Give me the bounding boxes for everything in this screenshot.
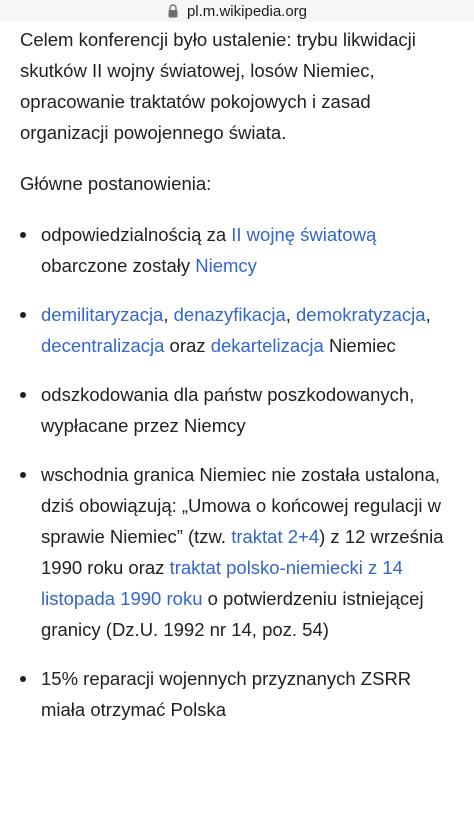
item-text: , [163,304,174,325]
item-text: 15% reparacji wojennych przyznanych ZSRR miała otrzymać Polska [41,668,412,720]
item-text: oraz [164,335,211,356]
link-traktat-2-4[interactable]: traktat 2+4 [231,526,320,547]
bullet-icon [20,676,26,682]
address-bar[interactable] [0,0,474,22]
link-denazyfikacja[interactable]: denazyfikacja [173,304,286,325]
item-text: o potwierdzeniu istniejącej granicy (Dz.U. 1992 nr 14, poz. 54) [41,588,424,640]
section-heading: Główne postanowienia: [20,173,212,194]
list-item [20,299,460,361]
bullet-icon [20,312,26,318]
item-text: , [285,304,297,325]
link-decentralizacja[interactable]: decentralizacja [41,335,165,356]
item-text: odpowiedzialnością za [41,224,232,245]
link-ii-wojna-swiatowa[interactable]: II wojnę światową [231,224,377,245]
list-item [20,219,460,281]
article-content [20,24,460,743]
bullet-icon [20,472,26,478]
url-text: pl.m.wikipedia.org [186,2,308,20]
link-traktat-polsko-niemiecki[interactable]: traktat polsko-niemiecki z 14 listopada 1990 roku [41,557,403,609]
link-niemcy[interactable]: Niemcy [195,255,257,276]
link-demilitaryzacja[interactable]: demilitaryzacja [41,304,164,325]
resolutions-list [20,219,460,725]
item-text: wschodnia granica Niemiec nie została ustalona, dziś obowiązują: „Umowa o końcowej regulacji w sprawie Niemiec” (tzw. [41,464,441,547]
list-item [20,379,460,441]
item-text: ) z 12 września 1990 roku oraz [41,526,444,578]
intro-paragraph: Celem konferencji było ustalenie: trybu likwidacji skutków II wojny światowej, losów Niemiec, opracowanie traktatów pokojowych i zasad organizacji powojennego świata. [20,29,416,143]
list-item [20,459,460,645]
item-text: obarczone zostały [41,255,196,276]
bullet-icon [20,232,26,238]
link-demokratyzacja[interactable]: demokratyzacja [296,304,426,325]
lock-icon [167,4,181,18]
item-text: odszkodowania dla państw poszkodowanych, wypłacane przez Niemcy [41,384,415,436]
item-text: Niemiec [323,335,396,356]
link-dekartelizacja[interactable]: dekartelizacja [210,335,324,356]
item-text: , [425,304,431,325]
list-item [20,663,460,725]
bullet-icon [20,392,26,398]
